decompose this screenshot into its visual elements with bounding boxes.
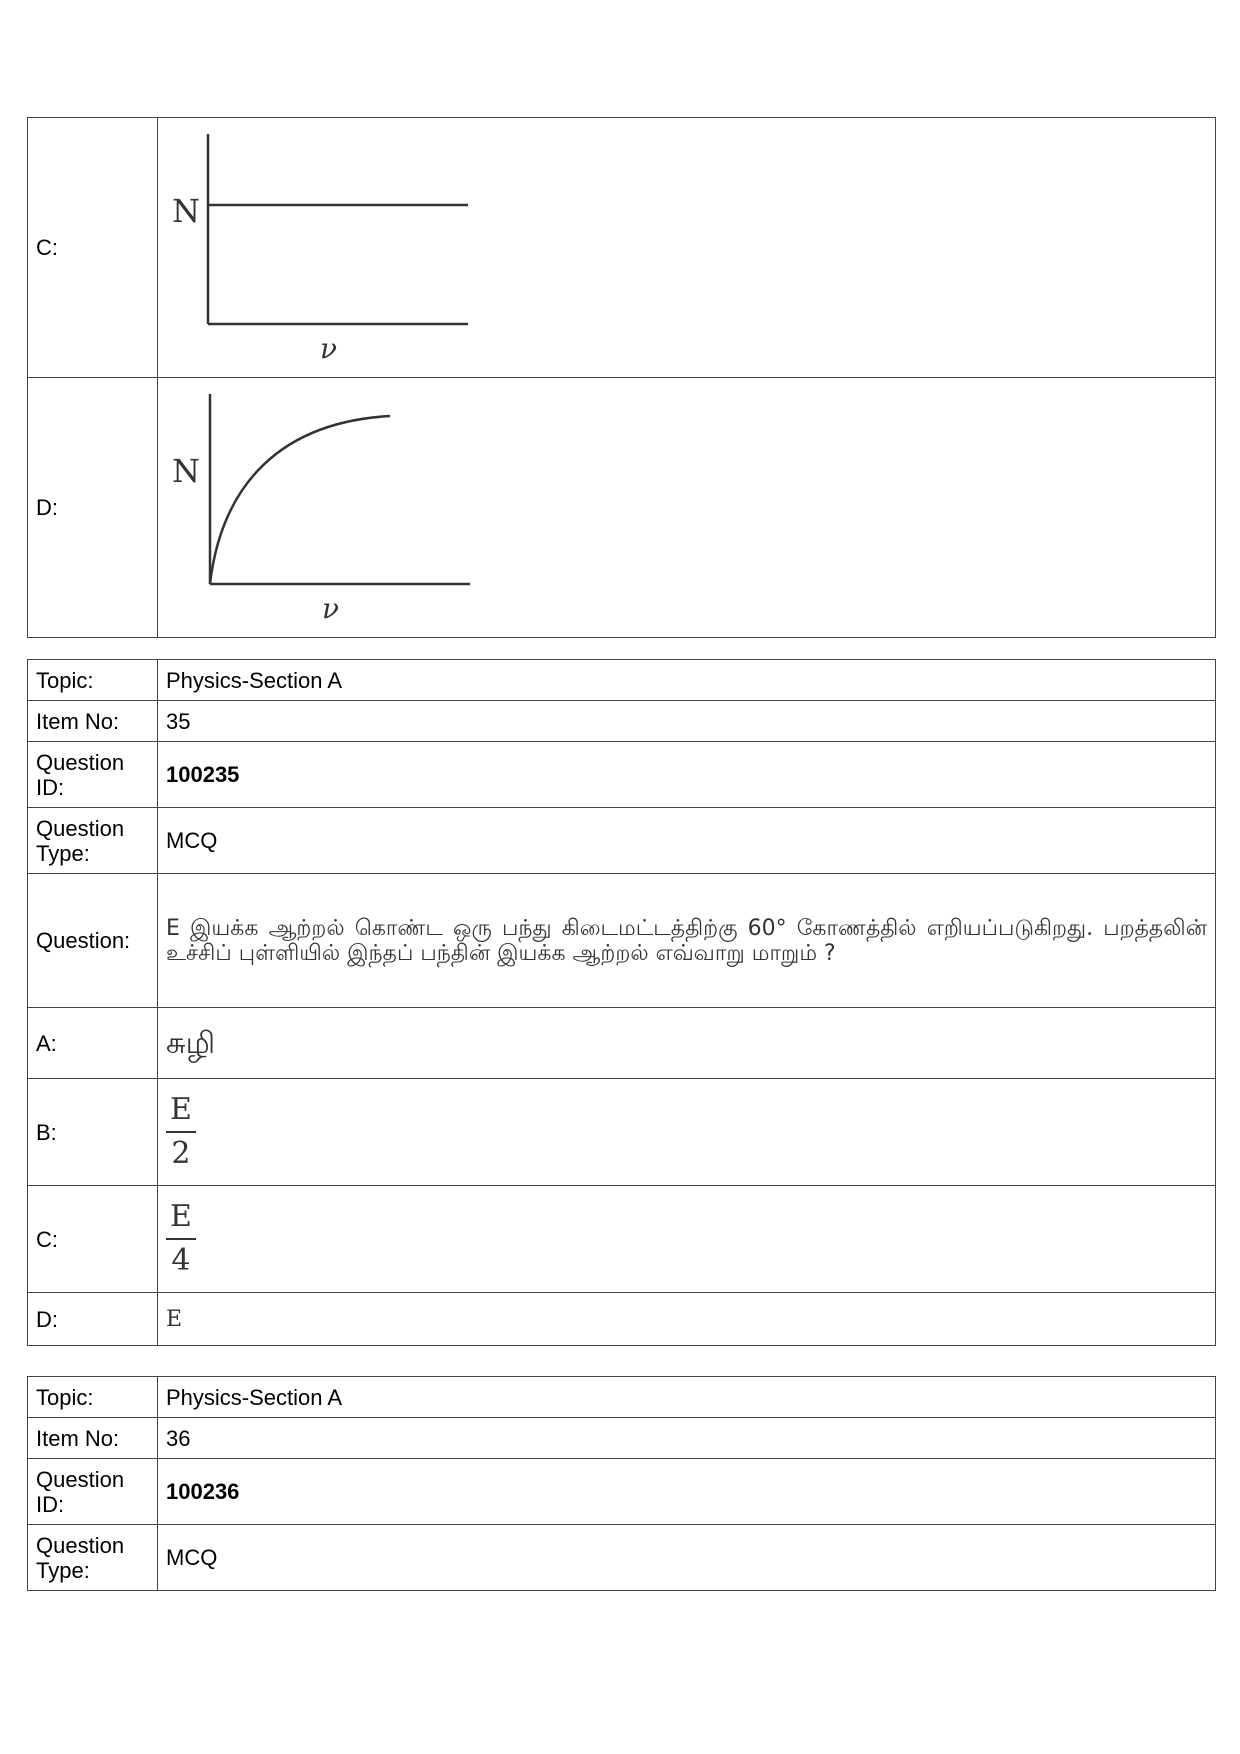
item-value: 36 (158, 1418, 1216, 1459)
qtype-row (28, 808, 1216, 874)
graph-saturating-n (158, 378, 478, 632)
curve-saturating (210, 416, 390, 584)
option-c-value (158, 1186, 1216, 1293)
fraction-numerator: E (170, 1199, 192, 1234)
qid-row (28, 1459, 1216, 1525)
qid-label: Question ID: (28, 1459, 158, 1525)
item-label: Item No: (28, 1418, 158, 1459)
fraction-bar (166, 1131, 196, 1133)
question-row (28, 874, 1216, 1008)
topic-value: Physics-Section A (158, 1377, 1216, 1418)
option-row-c (28, 118, 1216, 378)
question-label: Question: (28, 874, 158, 1008)
topic-value: Physics-Section A (158, 660, 1216, 701)
option-label: A: (28, 1008, 158, 1079)
option-row-a (28, 1008, 1216, 1079)
item-label: Item No: (28, 701, 158, 742)
option-label: C: (28, 1186, 158, 1293)
qtype-label: Question Type: (28, 1525, 158, 1591)
option-label: B: (28, 1079, 158, 1186)
qid-value: 100235 (158, 742, 1216, 808)
qid-row (28, 742, 1216, 808)
option-graph-cell (158, 118, 1216, 378)
y-axis-label: N (172, 192, 200, 230)
fraction (166, 1091, 196, 1173)
option-row-c (28, 1186, 1216, 1293)
fraction-denominator: 4 (171, 1243, 191, 1278)
item-row (28, 701, 1216, 742)
option-label: D: (28, 1293, 158, 1346)
option-d-value: E (158, 1293, 1216, 1346)
fraction-bar (166, 1238, 196, 1240)
question-table-36 (27, 1376, 1216, 1591)
topic-label: Topic: (28, 660, 158, 701)
item-row (28, 1418, 1216, 1459)
x-axis-label: ν (322, 592, 340, 625)
option-graph-cell (158, 378, 1216, 638)
topic-row (28, 660, 1216, 701)
qid-value: 100236 (158, 1459, 1216, 1525)
fraction-numerator: E (170, 1092, 192, 1127)
option-a-value: சுழி (158, 1008, 1216, 1079)
option-label: D: (28, 378, 158, 638)
options-graph-table (27, 117, 1216, 638)
option-row-d (28, 378, 1216, 638)
option-b-value (158, 1079, 1216, 1186)
option-row-b (28, 1079, 1216, 1186)
question-table-35 (27, 659, 1216, 1346)
item-value: 35 (158, 701, 1216, 742)
fraction (166, 1198, 196, 1280)
option-label: C: (28, 118, 158, 378)
qtype-row (28, 1525, 1216, 1591)
question-text: E இயக்க ஆற்றல் கொண்ட ஒரு பந்து கிடைமட்டத்திற்கு 60° கோணத்தில் எறியப்படுகிறது. பறத்தலின் உச்சிப் புள்ளியில் இந்தப் பந்தின் இயக்க ஆற்றல் எவ்வாறு மாறும் ? (158, 874, 1216, 1008)
topic-label: Topic: (28, 1377, 158, 1418)
qtype-value: MCQ (158, 1525, 1216, 1591)
qtype-label: Question Type: (28, 808, 158, 874)
x-axis-label: ν (320, 332, 338, 365)
qtype-value: MCQ (158, 808, 1216, 874)
qid-label: Question ID: (28, 742, 158, 808)
fraction-denominator: 2 (171, 1136, 191, 1171)
graph-constant-n (158, 118, 478, 372)
y-axis-label: N (172, 452, 200, 490)
option-row-d (28, 1293, 1216, 1346)
topic-row (28, 1377, 1216, 1418)
